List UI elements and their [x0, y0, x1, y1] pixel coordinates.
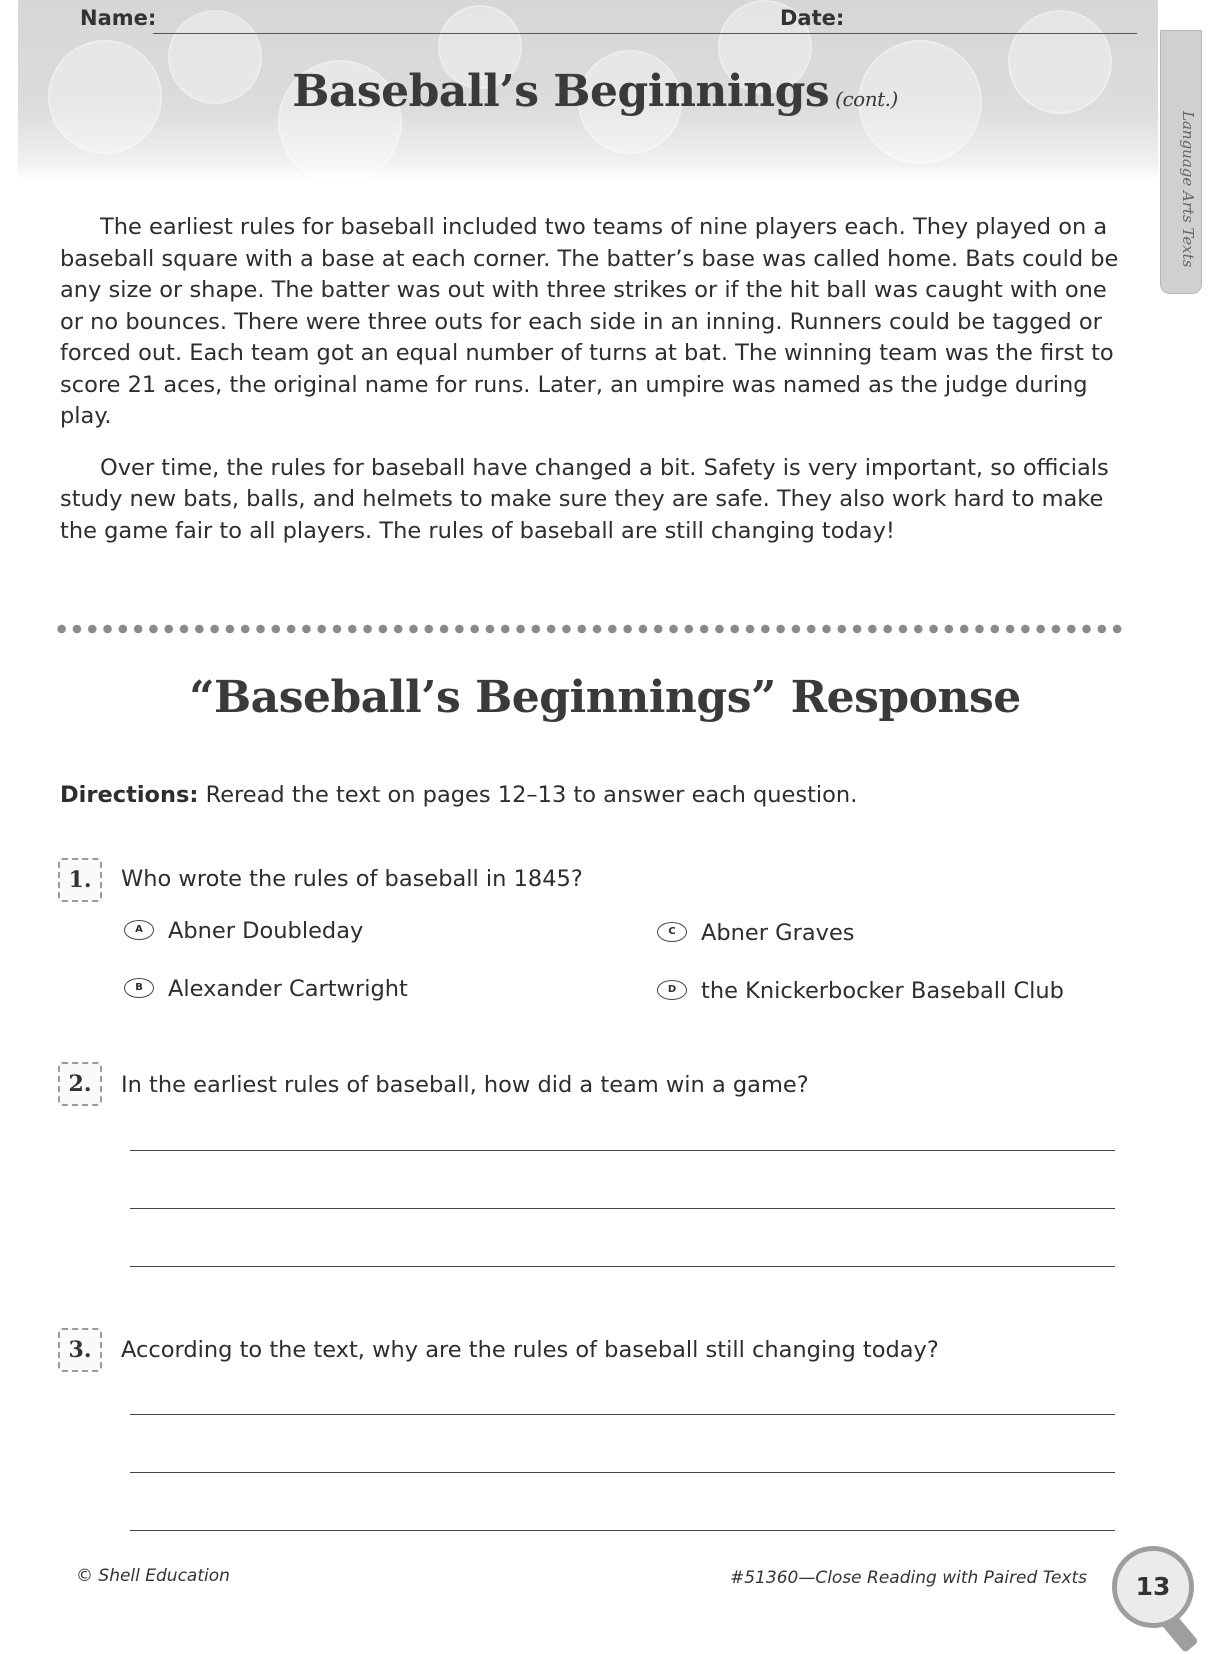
passage — [60, 212, 1120, 567]
directions-label: Directions: — [60, 782, 199, 808]
option-b[interactable] — [124, 976, 408, 1002]
directions-text: Reread the text on pages 12–13 to answer each question. — [205, 782, 858, 808]
name-field[interactable] — [153, 33, 850, 34]
answer-line[interactable] — [130, 1208, 1115, 1209]
passage-paragraph: The earliest rules for baseball included two teams of nine players each. They played on a baseball square with a base at each corner. The batter’s base was called home. Bats could be any size or shape. The batter was out with three strikes or if the hit ball was caught with one or no bounces. There were three outs for each side in an inning. Runners could be tagged or forced out. Each team got an equal number of turns at bat. The winning team was the first to score 21 aces, the original name for runs. Later, an umpire was named as the judge during play. — [60, 214, 1119, 429]
answer-line[interactable] — [130, 1530, 1115, 1531]
answer-line[interactable] — [130, 1150, 1115, 1151]
name-date-row — [80, 0, 1140, 34]
side-tab — [1160, 30, 1202, 294]
option-d[interactable] — [657, 978, 1064, 1004]
option-d-text: the Knickerbocker Baseball Club — [701, 978, 1064, 1004]
directions — [60, 782, 857, 808]
copyright: © Shell Education — [76, 1566, 230, 1586]
option-b-text: Alexander Cartwright — [168, 976, 408, 1002]
book-reference: #51360—Close Reading with Paired Texts — [730, 1568, 1088, 1588]
question-number-1: 1. — [58, 858, 102, 902]
title-suffix: (cont.) — [835, 87, 898, 111]
dotted-divider — [54, 624, 1124, 634]
passage-paragraph: Over time, the rules for baseball have changed a bit. Safety is very important, so officials study new bats, balls, and helmets to make sure they are safe. They also work hard to make the game fair to all players. The rules of baseball are still changing today! — [60, 454, 1109, 544]
page-number: 13 — [1112, 1546, 1194, 1628]
title-text: Baseball’s Beginnings — [292, 66, 830, 117]
date-label: Date: — [780, 6, 845, 30]
question-number-2: 2. — [58, 1062, 102, 1106]
option-c[interactable] — [657, 920, 855, 946]
option-a-text: Abner Doubleday — [168, 918, 364, 944]
question-1-text: Who wrote the rules of baseball in 1845? — [121, 866, 583, 892]
option-c-text: Abner Graves — [701, 920, 855, 946]
option-a[interactable] — [124, 918, 363, 944]
page-title — [0, 66, 1190, 117]
response-title: “Baseball’s Beginnings” Response — [189, 672, 1021, 723]
answer-line[interactable] — [130, 1266, 1115, 1267]
name-label: Name: — [80, 6, 157, 30]
answer-bubble-c[interactable]: C — [657, 922, 687, 942]
answer-bubble-a[interactable]: A — [124, 920, 154, 940]
answer-line[interactable] — [130, 1472, 1115, 1473]
answer-line[interactable] — [130, 1414, 1115, 1415]
question-number-3: 3. — [58, 1328, 102, 1372]
side-tab-label: Language Arts Texts — [1179, 111, 1197, 268]
date-field[interactable] — [847, 33, 1137, 34]
question-2-text: In the earliest rules of baseball, how did a team win a game? — [121, 1072, 809, 1098]
answer-bubble-d[interactable]: D — [657, 980, 687, 1000]
question-3-text: According to the text, why are the rules of baseball still changing today? — [121, 1337, 939, 1363]
answer-bubble-b[interactable]: B — [124, 978, 154, 998]
